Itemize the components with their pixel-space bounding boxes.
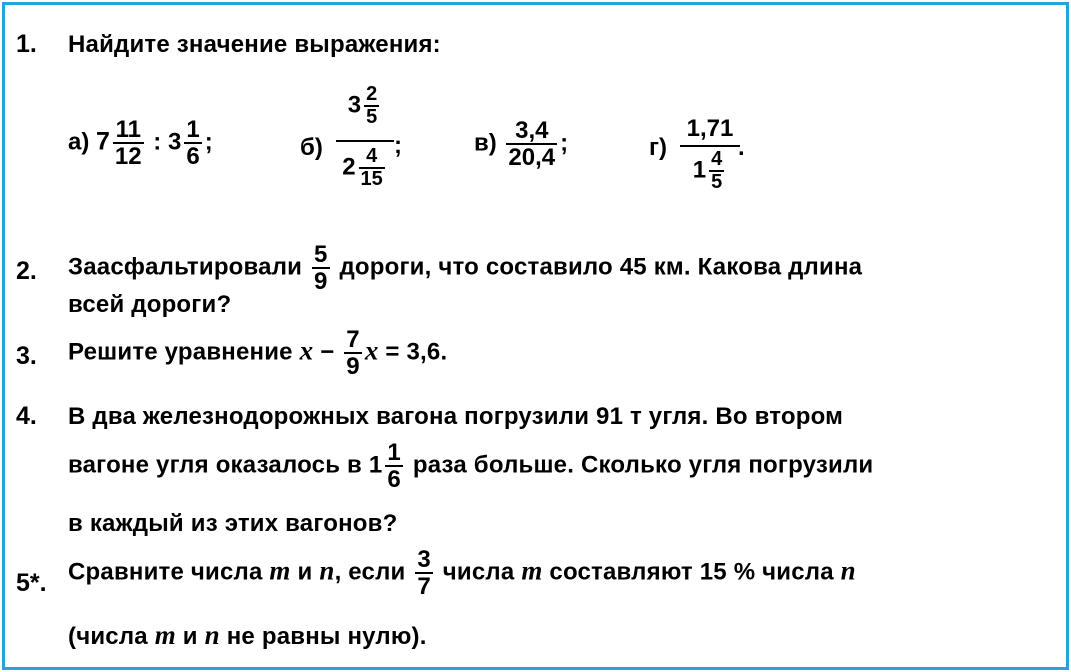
- problem-5-fraction: [415, 547, 433, 599]
- problem-1a-whole2: 3: [167, 128, 182, 156]
- problem-1a-end: ;: [204, 128, 213, 156]
- problem-1d-label: г): [649, 134, 667, 161]
- problem-4-line3: в каждый из этих вагонов?: [68, 510, 398, 537]
- problem-5-line1: [68, 547, 856, 599]
- problem-2-den: 9: [314, 268, 328, 296]
- problem-3-den: 9: [346, 353, 360, 381]
- problem-1a: [68, 117, 213, 169]
- problem-1c-num: 3,4: [515, 117, 549, 144]
- problem-5-text3: числа: [442, 558, 515, 586]
- problem-2-line1: [68, 242, 862, 294]
- problem-1d-end: .: [738, 134, 745, 161]
- problem-4-number: 4.: [16, 402, 37, 430]
- problem-1d-bot-den: 5: [711, 171, 723, 193]
- problem-5-var-n2: n: [840, 555, 856, 586]
- problem-3-minus: −: [320, 338, 335, 366]
- problem-1-text: Найдите значение выражения:: [68, 31, 441, 58]
- problem-2-fraction: [312, 242, 330, 294]
- problem-1a-op: :: [153, 128, 162, 156]
- problem-1b-complex-fraction: [336, 84, 394, 190]
- problem-1d-complex-fraction: [680, 115, 740, 193]
- problem-1a-num2: 1: [186, 116, 200, 143]
- problem-5-num: 3: [417, 546, 431, 573]
- problem-5-var-n: n: [319, 555, 335, 586]
- problem-3-rhs: = 3,6.: [385, 338, 448, 366]
- problem-2-text-before: Заасфальтировали: [68, 253, 303, 281]
- problem-1b-top-den: 5: [366, 106, 378, 128]
- problem-1b-bot-fraction: [359, 146, 385, 190]
- problem-5-var-n3: n: [204, 620, 220, 650]
- problem-1a-num1: 11: [115, 116, 141, 143]
- problem-5-text2: , если: [334, 558, 406, 586]
- problem-5-and2: и: [182, 623, 198, 650]
- problem-1a-whole1: 7: [96, 127, 110, 156]
- problem-5-var-m3: m: [154, 620, 176, 650]
- problem-1c-end: ;: [560, 129, 569, 157]
- problem-4-line2-after: раза больше. Сколько угля погрузили: [412, 451, 874, 479]
- problem-5-text4: составляют 15 % числа: [549, 558, 834, 586]
- problem-4-line2: [68, 440, 873, 492]
- problem-1d-bot-num: 4: [711, 148, 723, 170]
- problem-5-and: и: [297, 558, 313, 586]
- problem-1c: [474, 118, 568, 170]
- problem-1d-bot-fraction: [709, 149, 724, 193]
- problem-1d-main-bar: [680, 145, 740, 147]
- problem-1c-den: 20,4: [508, 144, 556, 172]
- problem-2-text-after: дороги, что составило 45 км. Какова длина: [339, 253, 863, 281]
- problem-2-line2: всей дороги?: [68, 291, 232, 318]
- problem-1b-bot-whole: 2: [342, 153, 356, 181]
- problem-2-number: 2.: [16, 257, 37, 285]
- problem-5-number: 5*.: [16, 569, 47, 597]
- problem-3-fraction: [344, 327, 362, 379]
- problem-1d-num: 1,71: [686, 115, 734, 142]
- problem-3-var2: x: [364, 335, 379, 366]
- problem-1a-label: а): [68, 128, 90, 156]
- problem-1-number: 1.: [16, 30, 37, 58]
- problem-3-text: Решите уравнение: [68, 338, 293, 366]
- problem-4-num: 1: [387, 439, 401, 466]
- problem-5-var-m2: m: [521, 555, 543, 586]
- problem-1b-top-fraction: [364, 84, 379, 128]
- problem-1a-den1: 12: [114, 143, 142, 171]
- problem-5-line2: [68, 620, 427, 651]
- problem-4-line2-before: вагоне угля оказалось в: [68, 451, 362, 479]
- problem-1a-fraction1: [113, 117, 144, 169]
- problem-1b-label: б): [300, 134, 323, 161]
- problem-1b-top-num: 2: [366, 83, 378, 105]
- problem-5-text1: Сравните числа: [68, 558, 263, 586]
- problem-5-den: 7: [417, 573, 431, 601]
- problem-1c-label: в): [474, 129, 497, 157]
- problem-4-fraction: [385, 440, 403, 492]
- problem-3-num: 7: [346, 326, 360, 353]
- problem-1a-fraction2: [184, 117, 201, 169]
- problem-5-line2-a: (числа: [68, 623, 148, 650]
- problem-3-number: 3.: [16, 342, 37, 370]
- problem-4-den: 6: [387, 466, 401, 494]
- problem-1a-den2: 6: [186, 143, 200, 171]
- problem-5-var-m: m: [269, 555, 291, 586]
- problem-3-var1: x: [299, 335, 314, 366]
- problem-4-whole: 1: [368, 451, 383, 479]
- problem-5-line2-b: не равны нулю).: [226, 623, 427, 650]
- problem-4-line1: В два железнодорожных вагона погрузили 91 т угля. Во втором: [68, 403, 844, 430]
- problem-1b-top-whole: 3: [347, 91, 362, 119]
- problem-1d-bot-whole: 1: [692, 156, 707, 184]
- problem-3-line: [68, 327, 447, 379]
- problem-1b-bot-num: 4: [366, 145, 378, 167]
- problem-1b-main-bar: [336, 140, 394, 144]
- problem-1b-end: ;: [394, 132, 402, 159]
- problem-1c-fraction: [506, 118, 557, 170]
- problem-2-num: 5: [314, 241, 328, 268]
- problem-1b-bot-den: 15: [360, 168, 383, 190]
